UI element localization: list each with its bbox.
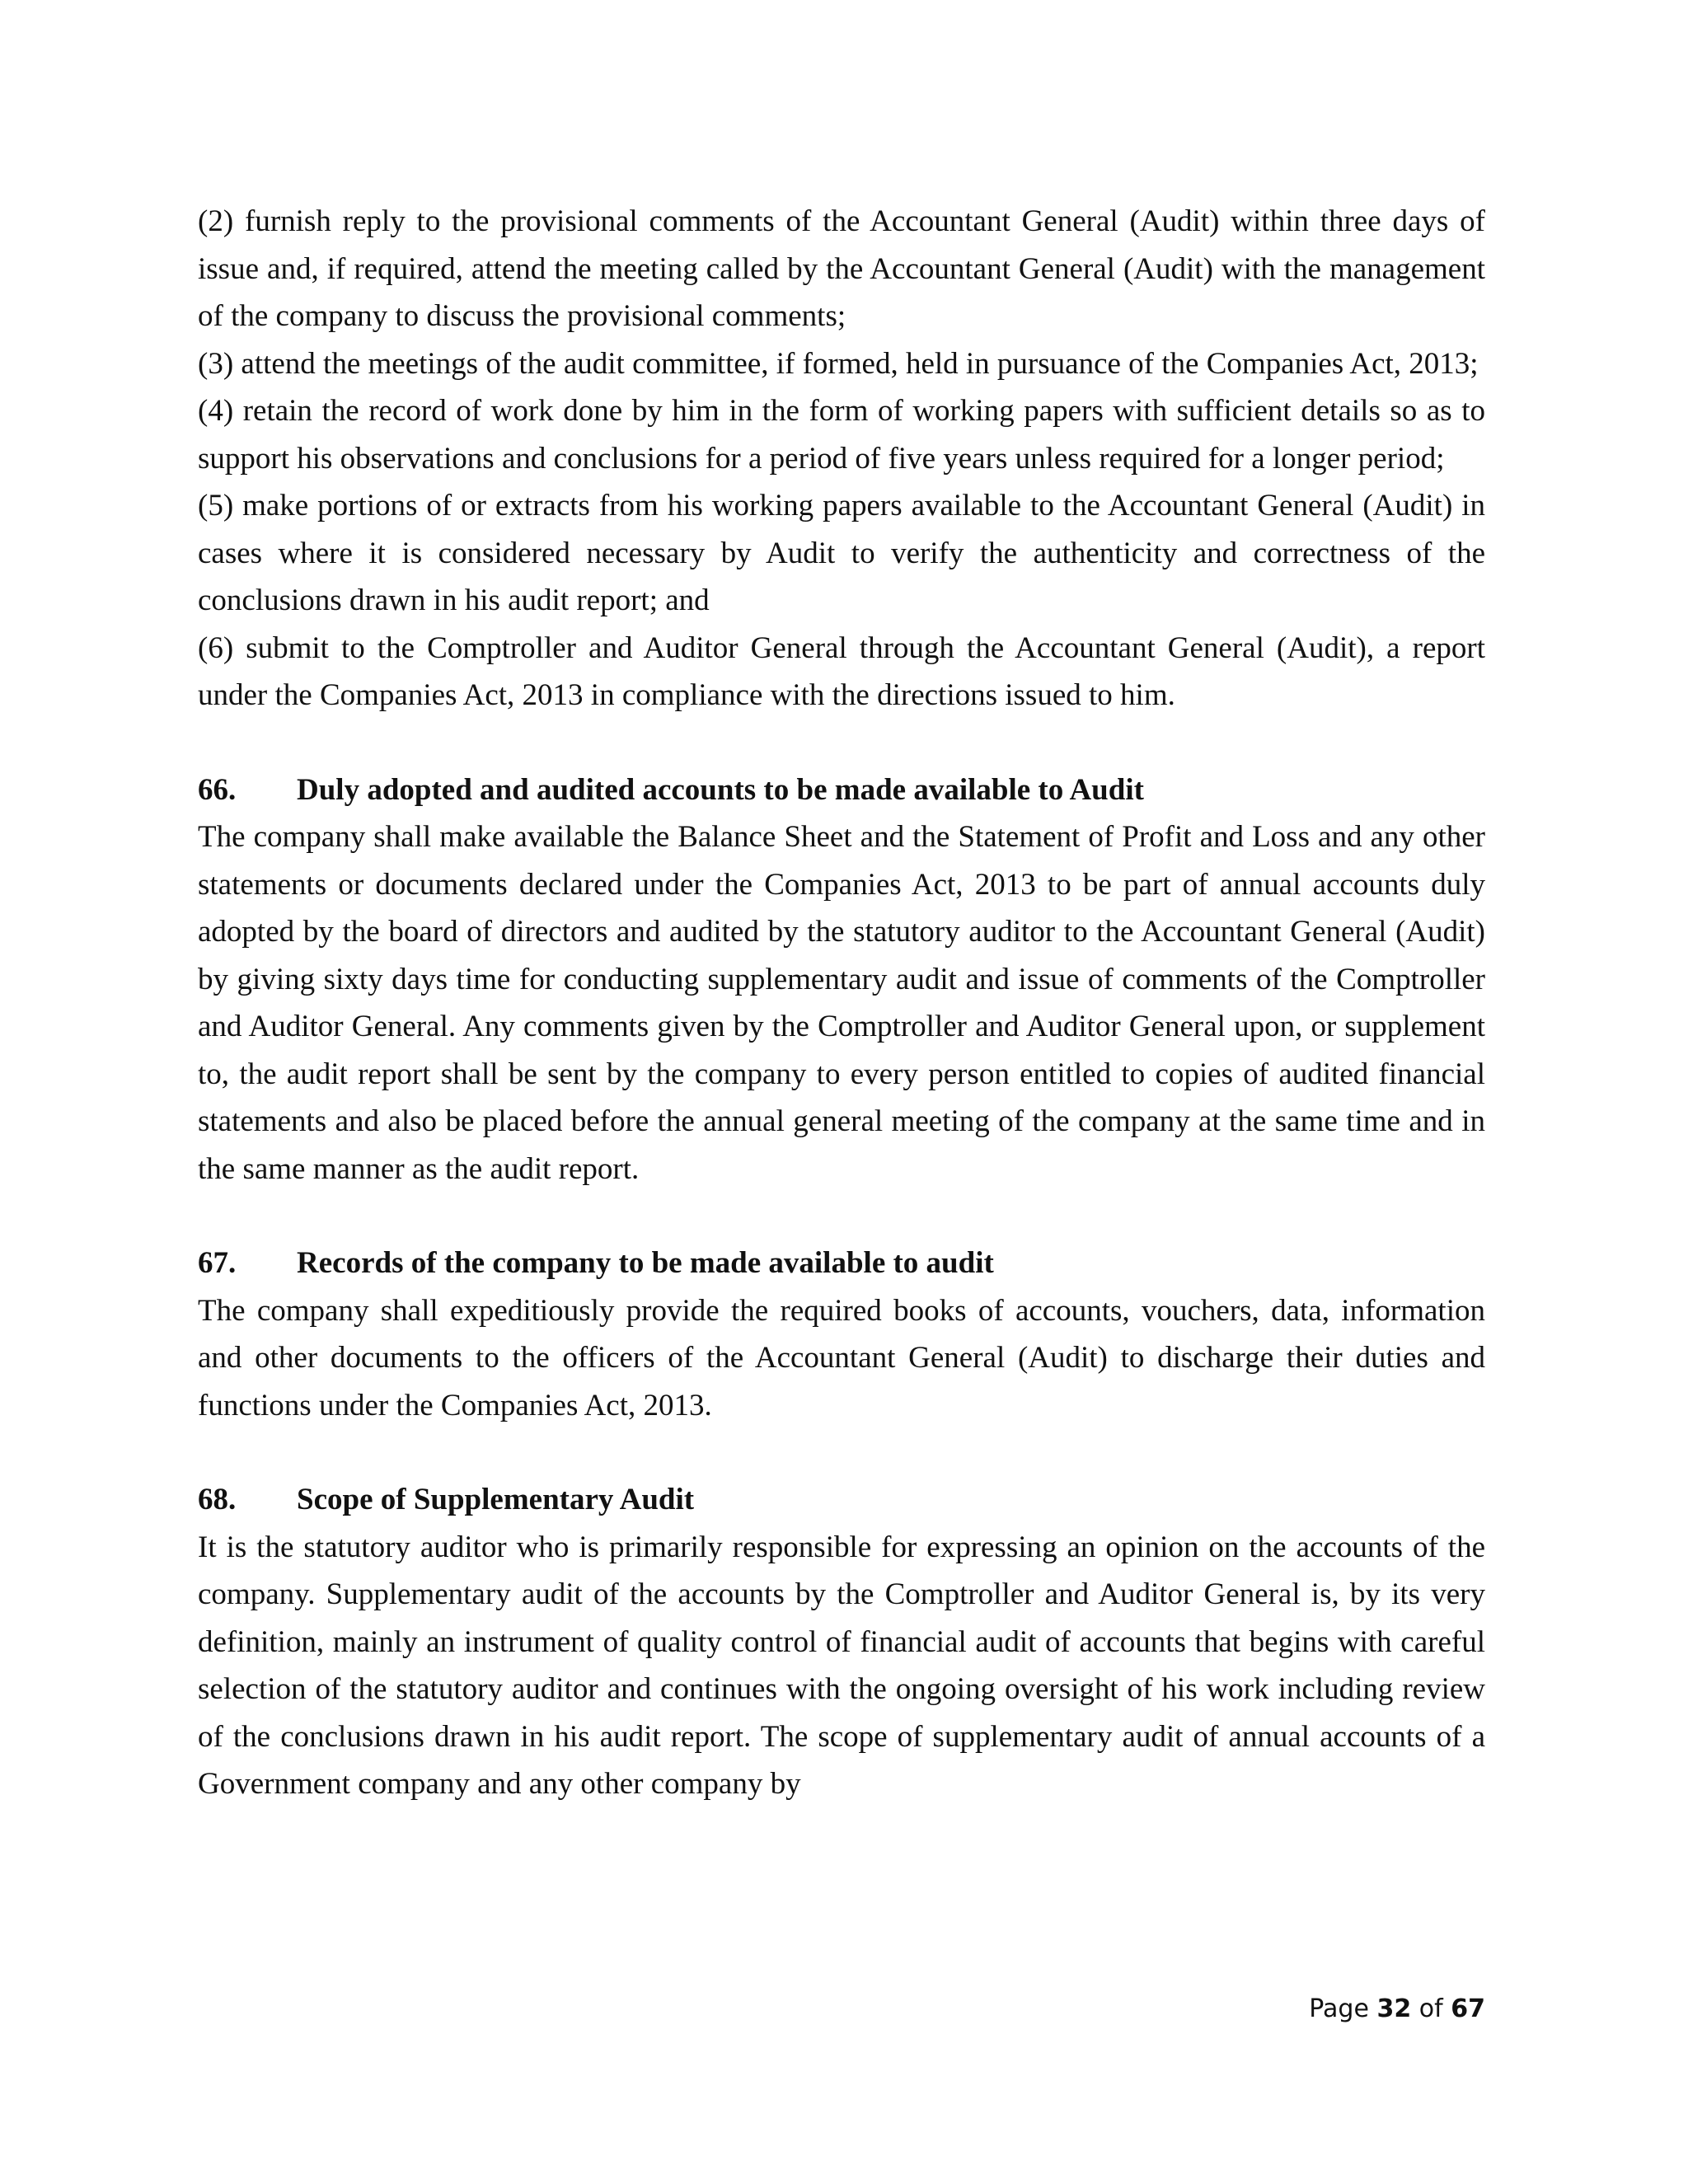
list-item-2: (2) furnish reply to the provisional comments of the Accountant General (Audit) within three days of issue and, if required, attend the meeting called by the Accountant General (Audit) with the management of the company to discuss the provisional comments; xyxy=(198,204,1485,333)
list-item-5: (5) make portions of or extracts from his working papers available to the Accountant General (Audit) in cases where it is considered necessary by Audit to verify the authenticity and correctness of the conclusions drawn in his audit report; and xyxy=(198,489,1485,617)
section-body: The company shall expeditiously provide the required books of accounts, vouchers, data, information and other documents to the officers of the Accountant General (Audit) to discharge their duties and functions under the Companies Act, 2013. xyxy=(198,1293,1485,1422)
section-body: It is the statutory auditor who is primarily responsible for expressing an opinion on the accounts of the company. Supplementary audit of the accounts by the Comptroller and Auditor General is, by its very definition, mainly an instrument of quality control of financial audit of accounts that begins with careful selection of the statutory auditor and continues with the ongoing oversight of his work including review of the conclusions drawn in his audit report. The scope of supplementary audit of annual accounts of a Government company and any other company by xyxy=(198,1530,1485,1801)
page-footer xyxy=(1309,1994,1485,2023)
total-pages: 67 xyxy=(1451,1994,1485,2023)
list-item-3: (3) attend the meetings of the audit committee, if formed, held in pursuance of the Companies Act, 2013; xyxy=(198,346,1479,381)
section-number: 68. xyxy=(198,1483,237,1516)
document-page xyxy=(198,198,1485,1808)
list-item-4: (4) retain the record of work done by him in the form of working papers with sufficient details so as to support his observations and conclusions for a period of five years unless required for a longer period; xyxy=(198,394,1485,476)
section-68 xyxy=(198,1476,1485,1808)
of-label: of xyxy=(1418,1994,1443,2023)
section-number: 67. xyxy=(198,1246,237,1280)
section-heading xyxy=(198,1240,1485,1287)
section-heading xyxy=(198,1476,1485,1524)
section-body: The company shall make available the Balance Sheet and the Statement of Profit and Loss and any other statements or documents declared under the Companies Act, 2013 to be part of annual accounts duly adopted by the board of directors and audited by the statutory auditor to the Accountant General (Audit) by giving sixty days time for conducting supplementary audit and issue of comments of the Comptroller and Auditor General. Any comments given by the Comptroller and Auditor General upon, or supplement to, the audit report shall be sent by the company to every person entitled to copies of audited financial statements and also be placed before the annual general meeting of the company at the same time and in the same manner as the audit report. xyxy=(198,820,1485,1186)
section-number: 66. xyxy=(198,772,237,807)
section-title: Records of the company to be made available to audit xyxy=(297,1246,994,1280)
page-label: Page xyxy=(1309,1994,1369,2023)
page-number: 32 xyxy=(1376,1994,1412,2023)
section-title: Duly adopted and audited accounts to be made available to Audit xyxy=(297,772,1144,807)
section-67 xyxy=(198,1240,1485,1429)
list-item-6: (6) submit to the Comptroller and Auditor General through the Accountant General (Audit), a report under the Companies Act, 2013 in compliance with the directions issued to him. xyxy=(198,630,1485,712)
section-heading xyxy=(198,766,1485,814)
section-66 xyxy=(198,766,1485,1193)
section-title: Scope of Supplementary Audit xyxy=(297,1483,695,1516)
